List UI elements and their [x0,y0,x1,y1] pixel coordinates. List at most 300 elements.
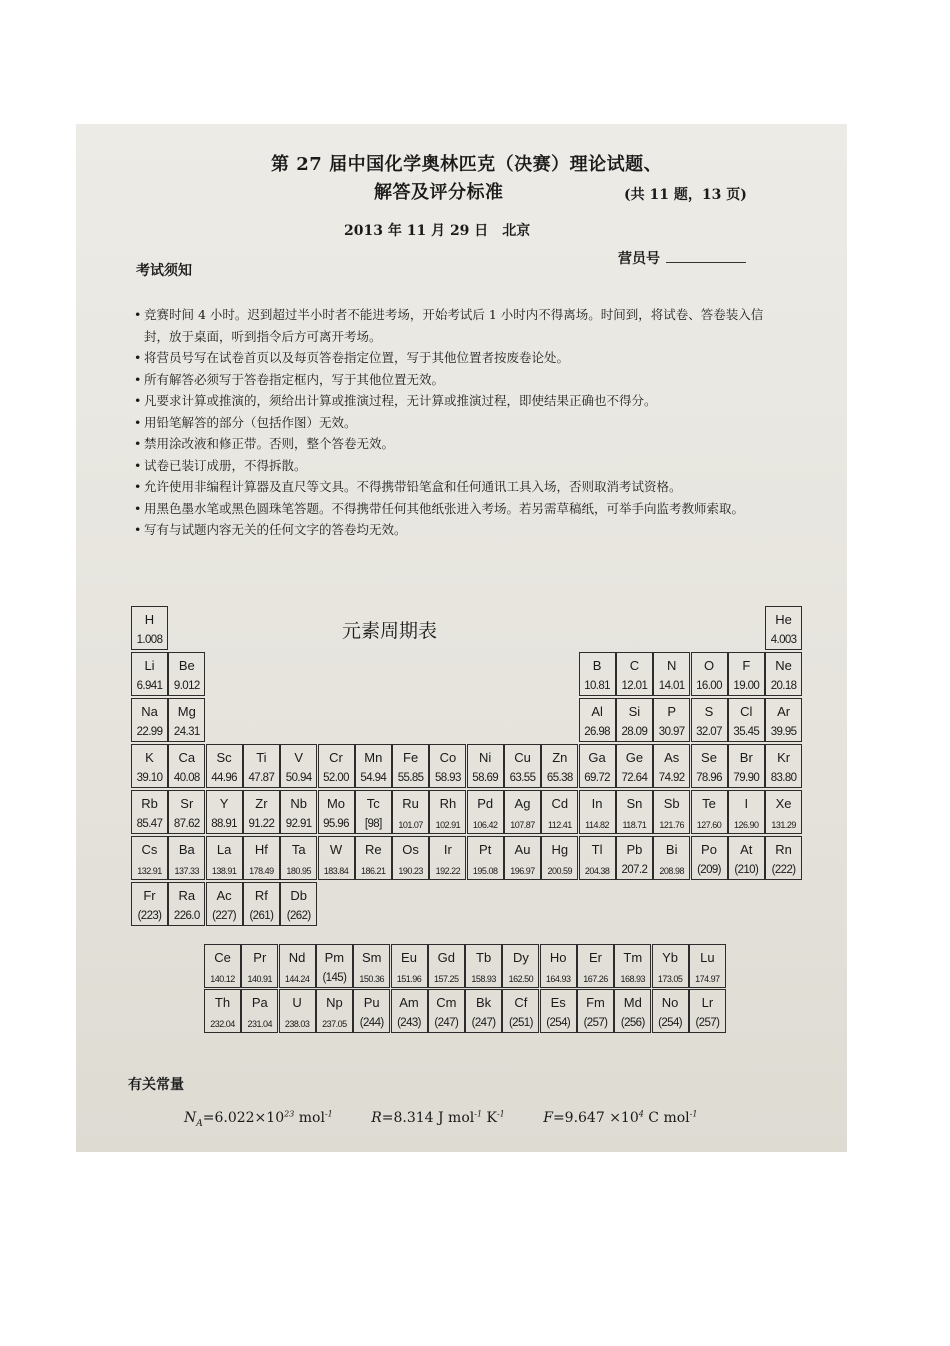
element-atomic-mass: 87.62 [173,818,200,830]
element-atomic-mass: 92.91 [285,818,312,830]
element-cell [168,790,205,834]
element-atomic-mass: 4.003 [770,634,797,646]
element-atomic-mass: 83.80 [770,772,797,784]
element-symbol: U [292,995,302,1010]
element-atomic-mass: 138.91 [211,866,237,876]
element-cell [318,744,355,788]
element-atomic-mass: 26.98 [584,726,610,738]
element-cell [280,882,317,926]
element-symbol: Kr [777,750,791,765]
element-atomic-mass: 114.82 [585,820,610,830]
element-cell [504,836,541,880]
notice-heading: 考试须知 [136,263,192,279]
element-symbol: He [775,612,792,627]
element-atomic-mass: 101.07 [398,820,423,830]
element-atomic-mass: (251) [508,1017,533,1029]
element-symbol: Sn [626,796,643,811]
element-atomic-mass: (256) [620,1017,645,1029]
element-atomic-mass: 158.93 [471,974,496,984]
element-cell [616,698,653,742]
element-cell [467,744,504,788]
element-cell [280,790,317,834]
element-atomic-mass: 9.012 [173,680,200,692]
element-symbol: Pm [324,950,345,965]
element-symbol: Fe [403,750,419,765]
element-atomic-mass: 162.50 [508,974,534,984]
element-symbol: Cl [740,704,753,719]
element-cell [429,790,466,834]
element-atomic-mass: 183.84 [323,866,349,876]
element-atomic-mass: (227) [212,910,237,922]
element-atomic-mass: 118.71 [622,820,647,830]
element-atomic-mass: 173.05 [657,974,683,984]
element-symbol: Lu [700,950,715,965]
element-cell [616,744,653,788]
element-cell [204,989,241,1033]
element-symbol: Pb [626,842,643,857]
element-atomic-mass: 186.21 [361,866,386,876]
element-atomic-mass: 52.00 [323,772,349,784]
element-symbol: Zn [552,750,568,765]
element-atomic-mass: 40.08 [173,772,200,784]
element-cell [541,836,578,880]
element-cell [131,698,168,742]
element-symbol: No [661,995,679,1010]
element-cell [316,989,353,1033]
element-symbol: Pa [251,995,268,1010]
element-atomic-mass: 144.24 [284,974,310,984]
element-atomic-mass: (210) [734,864,759,876]
element-atomic-mass: 19.00 [733,680,760,692]
element-symbol: Po [701,842,717,857]
element-symbol: Gd [437,950,455,965]
element-atomic-mass: 72.64 [621,772,648,784]
element-cell [428,944,465,988]
element-symbol: Y [219,796,229,811]
element-atomic-mass: 39.95 [770,726,797,738]
element-atomic-mass: 55.85 [397,772,424,784]
element-symbol: Cs [141,842,158,857]
element-cell [206,790,243,834]
element-symbol: Cu [514,750,531,765]
element-symbol: O [703,658,715,673]
element-symbol: Ru [402,796,419,811]
element-symbol: Ga [588,750,606,765]
element-cell [243,744,280,788]
element-atomic-mass: 200.59 [547,866,573,876]
element-atomic-mass: 190.23 [398,866,423,876]
camp-id-blank[interactable] [666,262,746,263]
element-symbol: Sm [361,950,382,965]
element-symbol: Cd [551,796,569,811]
element-symbol: Ni [479,750,492,765]
element-cell [614,944,651,988]
element-cell [316,944,353,988]
element-cell [728,744,765,788]
element-cell [355,790,392,834]
element-atomic-mass: 22.99 [136,726,163,738]
element-atomic-mass: 6.941 [136,680,163,692]
element-cell [206,836,243,880]
element-cell [577,989,614,1033]
element-symbol: Ar [777,704,791,719]
element-symbol: Ac [216,888,232,903]
element-atomic-mass: 237.05 [322,1019,347,1029]
element-cell [131,744,168,788]
element-cell [689,944,726,988]
notice-rule: • 试卷已装订成册，不得拆散。 [134,455,774,477]
element-symbol: Ir [443,842,452,857]
element-cell [652,989,689,1033]
element-atomic-mass: 12.01 [621,680,648,692]
element-cell [653,698,690,742]
element-atomic-mass: 10.81 [584,680,610,692]
element-atomic-mass: 74.92 [658,772,685,784]
element-cell [206,882,243,926]
element-cell [168,882,205,926]
element-cell [728,790,765,834]
element-atomic-mass: 28.09 [621,726,648,738]
element-atomic-mass: 131.29 [771,820,796,830]
element-cell [280,744,317,788]
element-symbol: Si [628,704,641,719]
element-atomic-mass: 167.26 [583,974,608,984]
element-cell [355,744,392,788]
element-cell [691,836,728,880]
element-symbol: Mo [326,796,346,811]
element-cell [504,744,541,788]
element-atomic-mass: 50.94 [285,772,312,784]
element-cell [428,989,465,1033]
element-cell [579,790,616,834]
element-symbol: Es [550,995,566,1010]
element-cell [131,882,168,926]
element-atomic-mass: 174.97 [695,974,720,984]
notice-rule: • 用铅笔解答的部分（包括作图）无效。 [134,412,774,434]
element-atomic-mass: 54.94 [360,772,387,784]
periodic-table-title: 元素周期表 [342,620,438,642]
element-symbol: Rf [254,888,268,903]
notice-rules-list [134,304,774,541]
element-symbol: Tb [476,950,492,965]
element-cell [131,652,168,696]
element-atomic-mass: 91.22 [248,818,275,830]
element-atomic-mass: 178.49 [249,866,274,876]
element-symbol: Cf [514,995,528,1010]
notice-rule: • 用黑色墨水笔或黑色圆珠笔答题。不得携带任何其他纸张进入考场。若另需草稿纸，可举手向监考教师索取。 [134,498,774,520]
element-atomic-mass: 132.91 [137,866,162,876]
element-atomic-mass: (261) [249,910,274,922]
element-symbol: I [744,796,749,811]
exam-title-line2: 解答及评分标准 [374,182,504,203]
element-symbol: Li [144,658,155,673]
element-symbol: As [664,750,680,765]
element-cell [279,989,316,1033]
element-symbol: B [592,658,602,673]
element-symbol: Er [589,950,602,965]
element-cell [318,790,355,834]
element-cell [653,744,690,788]
element-symbol: Al [591,704,603,719]
element-cell [691,744,728,788]
element-cell [691,790,728,834]
element-cell [465,989,502,1033]
element-symbol: La [216,842,232,857]
element-symbol: Pu [363,995,380,1010]
element-symbol: Ca [178,750,196,765]
element-cell [579,744,616,788]
element-cell [691,652,728,696]
element-atomic-mass: 58.93 [435,772,461,784]
exam-paper [76,124,847,1152]
element-atomic-mass: 127.60 [696,820,722,830]
element-atomic-mass: (262) [286,910,311,922]
element-cell [131,606,168,650]
element-symbol: Dy [512,950,529,965]
element-cell [616,836,653,880]
exam-title-line1: 第 27 届中国化学奥林匹克（决赛）理论试题、 [271,154,663,175]
element-cell [355,836,392,880]
element-symbol: Fm [586,995,605,1010]
constants-line [184,1109,731,1128]
element-cell [204,944,241,988]
element-atomic-mass: (257) [583,1017,608,1029]
element-atomic-mass: (254) [658,1017,683,1029]
element-symbol: Ba [178,842,195,857]
element-atomic-mass: 39.10 [136,772,163,784]
element-cell [765,652,802,696]
notice-rule: • 写有与试题内容无关的任何文字的答卷均无效。 [134,519,774,541]
element-symbol: Na [141,704,158,719]
element-atomic-mass: 65.38 [546,772,573,784]
element-cell [467,836,504,880]
element-symbol: Cr [329,750,343,765]
element-atomic-mass: 196.97 [510,866,535,876]
element-atomic-mass: (257) [695,1017,720,1029]
element-atomic-mass: 168.93 [620,974,646,984]
element-cell [392,790,429,834]
gas-constant: R=8.314 J mol$^{-1}$ $K^{-1}$ [371,1109,505,1126]
element-symbol: Bi [665,842,678,857]
element-symbol: Am [399,995,419,1010]
element-symbol: Au [514,842,531,857]
element-cell [502,989,539,1033]
element-atomic-mass: (222) [771,864,796,876]
element-atomic-mass: 140.91 [247,974,273,984]
element-atomic-mass: 238.03 [284,1019,310,1029]
element-atomic-mass: 16.00 [696,680,722,692]
element-cell [241,989,278,1033]
notice-rule: • 禁用涂改液和修正带。否则，整个答卷无效。 [134,433,774,455]
element-cell [168,744,205,788]
element-cell [243,790,280,834]
element-atomic-mass: 232.04 [210,1019,235,1029]
element-symbol: P [667,704,677,719]
element-atomic-mass: 126.90 [734,820,759,830]
element-symbol: Hg [551,842,569,857]
element-atomic-mass: 30.97 [658,726,685,738]
element-symbol: Rb [141,796,158,811]
element-cell [429,744,466,788]
element-cell [728,652,765,696]
element-atomic-mass: (223) [137,910,162,922]
element-cell [131,836,168,880]
element-symbol: Ce [214,950,231,965]
element-cell [353,944,390,988]
element-cell [765,790,802,834]
element-symbol: Sc [216,750,232,765]
element-atomic-mass: 106.42 [472,820,498,830]
element-cell [652,944,689,988]
element-atomic-mass: (247) [471,1017,496,1029]
element-symbol: Pd [477,796,494,811]
element-atomic-mass: 137.33 [174,866,200,876]
element-cell [541,790,578,834]
element-atomic-mass: 204.38 [584,866,610,876]
element-atomic-mass: 1.008 [136,634,163,646]
element-symbol: Tl [591,842,603,857]
element-symbol: Tc [366,796,380,811]
element-atomic-mass: 112.41 [547,820,572,830]
element-symbol: Te [702,796,716,811]
element-atomic-mass: 226.0 [173,910,200,922]
element-atomic-mass: 85.47 [136,818,163,830]
element-cell [653,652,690,696]
element-symbol: Bk [476,995,492,1010]
element-symbol: Br [739,750,753,765]
element-symbol: Mg [177,704,196,719]
element-atomic-mass: 44.96 [211,772,237,784]
element-symbol: Md [623,995,642,1010]
element-atomic-mass: 47.87 [248,772,275,784]
element-cell [318,836,355,880]
element-symbol: Co [439,750,457,765]
element-cell [243,836,280,880]
element-cell [579,836,616,880]
element-cell [279,944,316,988]
element-cell [653,790,690,834]
element-symbol: Se [701,750,717,765]
element-symbol: Rh [439,796,457,811]
element-atomic-mass: 95.96 [323,818,349,830]
avogadro-constant: $N_A=6.022\times 10^{23}$ mol$^{-1}$ [184,1109,333,1129]
element-symbol: Lr [701,995,714,1010]
element-atomic-mass: 231.04 [247,1019,273,1029]
element-symbol: Ra [178,888,196,903]
camp-id-label: 营员号 [618,251,660,267]
element-symbol: N [666,658,677,673]
notice-rule: • 竞赛时间 4 小时。迟到超过半小时者不能进考场，开始考试后 1 小时内不得离场。时间到，将试卷、答卷装入信封，放于桌面，听到指令后方可离开考场。 [134,304,774,347]
element-atomic-mass: (243) [397,1017,421,1029]
element-symbol: Pr [253,950,267,965]
element-atomic-mass: 140.12 [210,974,235,984]
element-cell [540,944,577,988]
element-cell [206,744,243,788]
page-count: (共 11 题，13 页) [624,187,747,203]
element-atomic-mass: 63.55 [509,772,536,784]
element-cell [689,989,726,1033]
element-cell [614,989,651,1033]
element-cell [765,744,802,788]
element-cell [728,698,765,742]
element-cell [168,652,205,696]
element-atomic-mass: 102.91 [435,820,461,830]
element-atomic-mass: 151.96 [396,974,422,984]
element-cell [691,698,728,742]
element-symbol: Zr [255,796,268,811]
element-atomic-mass: (145) [322,972,347,984]
element-cell [616,790,653,834]
element-cell [765,836,802,880]
element-symbol: V [294,750,304,765]
element-symbol: Be [178,658,195,673]
element-symbol: Ag [514,796,531,811]
element-cell [541,744,578,788]
element-symbol: Fr [143,888,156,903]
element-atomic-mass: 107.87 [510,820,535,830]
element-symbol: Hf [254,842,268,857]
element-cell [392,836,429,880]
element-cell [765,698,802,742]
element-symbol: Np [326,995,343,1010]
element-symbol: K [145,750,154,765]
element-symbol: At [740,842,753,857]
element-atomic-mass: (247) [434,1017,459,1029]
notice-rule: • 将营员号写在试卷首页以及每页答卷指定位置，写于其他位置者按废卷论处。 [134,347,774,369]
date-location: 2013 年 11 月 29 日 北京 [344,223,531,239]
constants-heading: 有关常量 [128,1077,184,1093]
element-symbol: Nb [290,796,307,811]
element-cell [280,836,317,880]
element-symbol: Db [290,888,307,903]
element-symbol: Nd [288,950,306,965]
element-symbol: Th [214,995,231,1010]
element-symbol: Yb [662,950,679,965]
element-cell [653,836,690,880]
element-symbol: Ti [256,750,267,765]
element-atomic-mass: 208.98 [659,866,684,876]
element-atomic-mass: 78.96 [696,772,722,784]
element-cell [616,652,653,696]
element-cell [502,944,539,988]
element-atomic-mass: [98] [364,818,382,830]
element-symbol: Rn [775,842,792,857]
element-cell [504,790,541,834]
element-cell [131,790,168,834]
element-cell [391,989,428,1033]
element-cell [579,652,616,696]
element-symbol: S [704,704,714,719]
element-atomic-mass: 35.45 [733,726,760,738]
element-atomic-mass: 88.91 [211,818,237,830]
element-atomic-mass: (209) [697,864,721,876]
element-atomic-mass: 157.25 [434,974,459,984]
faraday-constant: $F=9.647 \times 10^4$ C mol$^{-1}$ [543,1109,698,1126]
element-atomic-mass: 20.18 [770,680,797,692]
element-symbol: Ge [625,750,644,765]
element-symbol: Mn [364,750,383,765]
element-cell [579,698,616,742]
element-symbol: H [144,612,155,627]
element-cell [391,944,428,988]
element-symbol: Ho [549,950,567,965]
element-cell [577,944,614,988]
element-symbol: W [329,842,343,857]
element-atomic-mass: 24.31 [173,726,200,738]
element-atomic-mass: 192.22 [435,866,461,876]
element-cell [465,944,502,988]
notice-rule: • 凡要求计算或推演的，须给出计算或推演过程，无计算或推演过程，即使结果正确也不得分。 [134,390,774,412]
